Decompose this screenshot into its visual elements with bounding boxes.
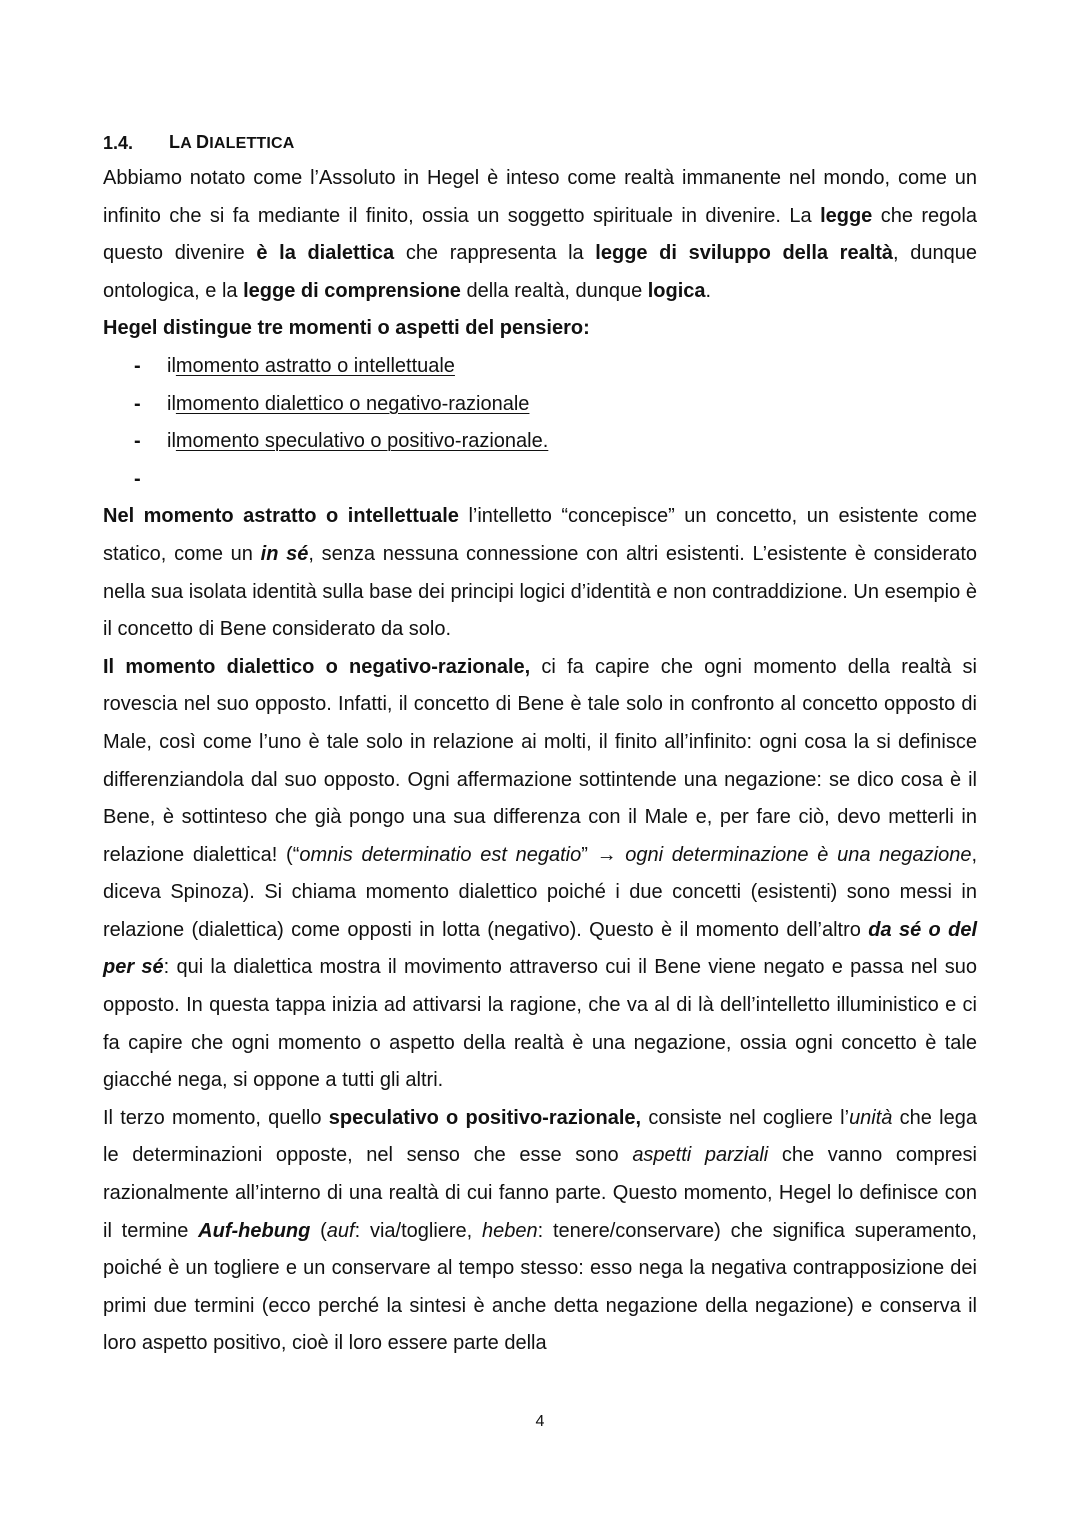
section-title: LA DIALETTICA xyxy=(169,132,295,152)
bullet-dash: - xyxy=(134,354,141,377)
list-item: - il momento astratto o intellettuale xyxy=(103,348,977,386)
bullet-dash: - xyxy=(134,467,141,490)
bullet-dash: - xyxy=(134,392,141,415)
list-item-empty xyxy=(103,461,977,499)
intro-paragraph: Abbiamo notato come l’Assoluto in Hegel è inteso come realtà immanente nel mondo, come un infinito che si fa mediante il finito, ossia un soggetto spirituale in divenire. La legge che regola questo divenire è la dialettica che rappresenta la legge di sviluppo della realtà, dunque ontologica, e la legge di comprensione della realtà, dunque logica. xyxy=(103,167,977,302)
section-number: 1.4. xyxy=(103,133,134,153)
paragraph-dialectic-moment: Il momento dialettico o negativo-razionale, ci fa capire che ogni momento della realtà si rovescia nel suo opposto. Infatti, il concetto di Bene è tale solo in confronto al concetto opposto di Male, così come l’uno è tale solo in relazione ai molti, il finito all’infinito: ogni cosa la si definisce differenziandola dal suo opposto. Ogni affermazione sottintende una negazione: se dico cosa è il Bene, è sottinteso che già pongo una sua differenza con il Male e, per fare ciò, devo metterli in relazione dialettica! (“omnis determinatio est negatio” → ogni determinazione è una negazione, diceva Spinoza). Si chiama momento dialettico poiché i due concetti (esistenti) sono messi in relazione (dialettica) come opposti in lotta (negativo). Questo è il momento dell’altro da sé o del per sé: qui la dialettica mostra il movimento attraverso cui il Bene viene negato e passa nel suo opposto. In questa tappa inizia ad attivarsi la ragione, che va al di là dell’intelletto illuministico e ci fa capire che ogni momento o aspetto della realtà è una negazione, ossia ogni concetto è tale giacché nega, si oppone a tutti gli altri. xyxy=(103,655,978,1092)
section-heading xyxy=(103,126,977,160)
bullet-dash: - xyxy=(134,430,141,453)
list-item: - il momento speculativo o positivo-razionale. xyxy=(103,423,977,461)
distinction-heading: Hegel distingue tre momenti o aspetti del pensiero: xyxy=(103,317,590,340)
paragraph-speculative-moment: Il terzo momento, quello speculativo o positivo-razionale, consiste nel cogliere l’unità che lega le determinazioni opposte, nel senso che esse sono aspetti parziali che vanno compresi razionalmente all’interno di una realtà di cui fanno parte. Questo momento, Hegel lo definisce con il termine Auf-hebung (auf: via/togliere, heben: tenere/conservare) che significa superamento, poiché è un togliere e un conservare al tempo stesso: esso nega la negativa contrapposizione dei primi due termini (ecco perché la sintesi è anche detta negazione della negazione) e conserva il loro aspetto positivo, cioè il loro essere parte della xyxy=(103,1106,977,1355)
page-number: 4 xyxy=(535,1413,545,1430)
page-content xyxy=(103,126,977,1363)
list-item: - il momento dialettico o negativo-razionale xyxy=(103,386,977,424)
paragraph-abstract-moment: Nel momento astratto o intellettuale l’intelletto “concepisce” un concetto, un esistente come statico, come un in sé, senza nessuna connessione con altri esistenti. L’esistente è considerato nella sua isolata identità sulla base dei principi logici d’identità e non contraddizione. Un esempio è il concetto di Bene considerato da solo. xyxy=(103,505,978,641)
moments-list xyxy=(103,348,977,498)
